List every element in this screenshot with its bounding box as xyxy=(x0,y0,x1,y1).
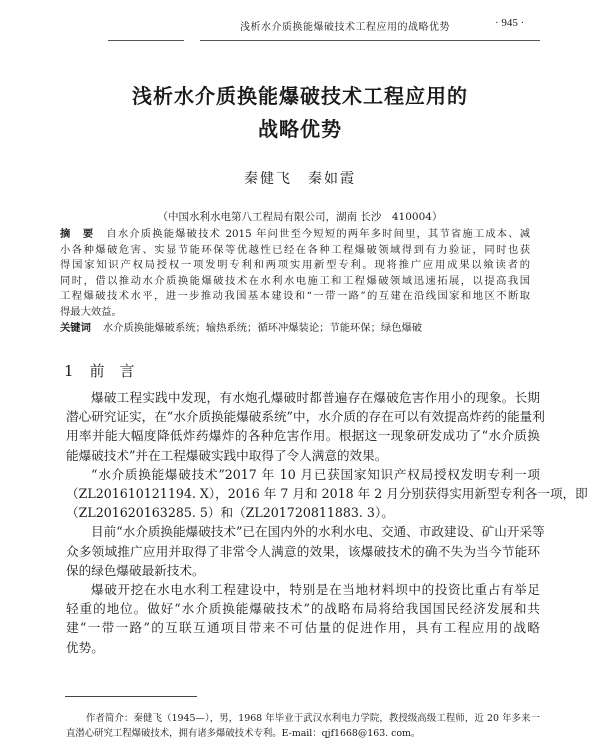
body-text xyxy=(66,388,588,657)
paragraph-line: 建“一带一路”的互联互通项目带来不可估量的促进作用，具有工程应用的战略 xyxy=(66,620,540,636)
paragraph-line: 潜心研究证实，在“水介质换能爆破系统”中，水介质的存在可以有效提高炸药的能量利 xyxy=(66,409,545,425)
paragraph-line: 目前“水介质换能爆破技术”已在国内外的水利水电、交通、市政建设、矿山开采等 xyxy=(91,524,545,540)
paragraph-line: （ZL201610121194. X），2016 年 7 月和 2018 年 2 月分别获得实用新型专利各一项，即 xyxy=(66,486,588,502)
header-rule xyxy=(200,40,540,41)
running-header-title: 浅析水介质换能爆破技术工程应用的战略优势 xyxy=(240,22,450,33)
page-number: · 945 · xyxy=(495,17,525,29)
paragraph-line: 爆破开挖在水电水利工程建设中，特别是在当地材料坝中的投资比重占有举足 xyxy=(91,582,540,598)
paragraph-line: 众多领域推广应用并取得了非常令人满意的效果，该爆破技术的确不失为当今节能环 xyxy=(66,543,540,559)
paragraph-line: “水介质换能爆破技术”2017 年 10 月已获国家知识产权局授权发明专利一项 xyxy=(91,466,540,482)
abstract-label: 摘 要 xyxy=(60,228,95,240)
abstract-line: 得最大效益。 xyxy=(60,305,122,318)
paragraph-line: 用率并能大幅度降低炸药爆炸的各种危害作用。根据这一现象研发成功了“水介质换 xyxy=(66,428,540,444)
keywords-text: 水介质换能爆破系统；输热系统；循环冲爆装论；节能环保；绿色爆破 xyxy=(102,321,423,334)
abstract-text: 自水介质换能爆破技术 2015 年问世至今短短的两年多时间里，其节省施工成本、减 xyxy=(106,228,531,240)
keywords xyxy=(60,321,530,337)
paragraph-line: 能爆破技术”并在工程爆破实践中取得了令人满意的效果。 xyxy=(66,447,388,463)
abstract-line: 同时，借以推动水介质换能爆破技术在水利水电施工和工程爆破领域迅速拓展，以提高我国 xyxy=(60,274,530,287)
section-number: 1 xyxy=(64,362,74,380)
abstract xyxy=(60,227,530,336)
abstract-line: 得国家知识产权局授权一项发明专利和两项实用新型专利。现将推广应用成果以飨读者的 xyxy=(60,259,530,272)
paper-title-line-2: 战略优势 xyxy=(258,117,342,141)
footnote-line: 作者简介：秦健飞（1945—），男，1968 年毕业于武汉水利电力学院，教授级高级工程师，近 20 年多来一 xyxy=(86,713,540,724)
section-heading xyxy=(64,360,151,381)
abstract-line: 小各种爆破危害、实显节能环保等优越性已经在各种工程爆破领域得到有力验证，同时也获 xyxy=(60,243,530,256)
authors: 秦健飞 秦如霞 xyxy=(244,171,356,187)
section-title: 前 言 xyxy=(89,362,135,380)
footnote-line: 直潜心研究工程爆破技术，拥有诸多爆破技术专利。E-mail：qjf1668@163. com。 xyxy=(66,728,421,739)
paragraph-line: 优势。 xyxy=(66,639,104,655)
paper-title-line-1: 浅析水介质换能爆破技术工程应用的 xyxy=(132,84,468,108)
paragraph-line: 爆破工程实践中发现，有水炮孔爆破时都普遍存在爆破危害作用小的现象。长期 xyxy=(91,390,540,405)
header-rule-short xyxy=(108,40,184,41)
abstract-line xyxy=(60,227,530,243)
footnote-rule xyxy=(65,696,197,697)
author-footnote xyxy=(66,711,540,741)
abstract-line: 工程爆破技术水平，进一步推动我国基本建设和“一带一路”的互建在沿线国家和地区不断取 xyxy=(60,290,530,303)
affiliation: （中国水利水电第八工程局有限公司，湖南 长沙 410004） xyxy=(157,211,443,223)
paragraph-line: 保的绿色爆破最新技术。 xyxy=(66,562,205,578)
paragraph-line: （ZL201620163285. 5）和（ZL201720811883. 3）。 xyxy=(66,505,394,521)
keywords-label: 关键词 xyxy=(60,321,91,334)
paragraph-line: 轻重的地位。做好“水介质换能爆破技术”的战略布局将给我国国民经济发展和共 xyxy=(66,601,540,617)
